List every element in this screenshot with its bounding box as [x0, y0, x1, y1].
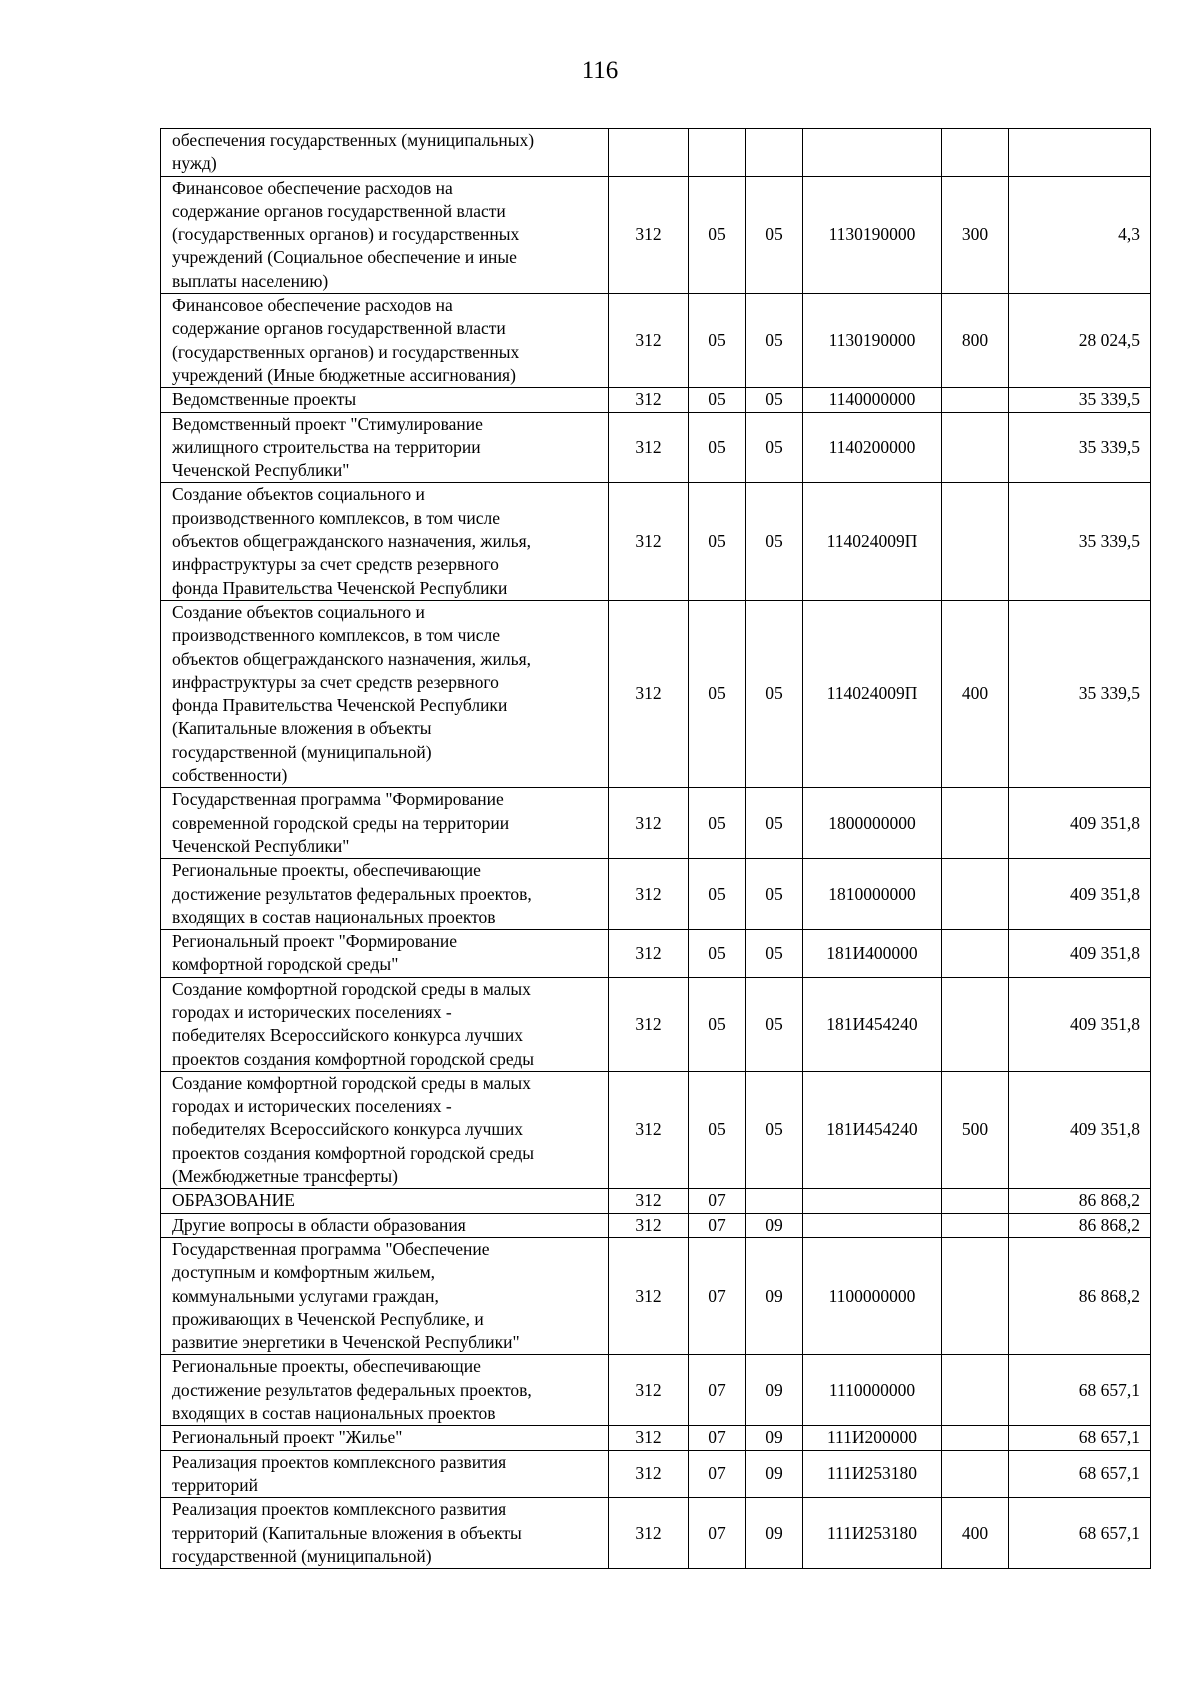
target-article-cell: 1140000000 — [803, 388, 942, 412]
table-row — [161, 1213, 1151, 1237]
amount-cell: 68 657,1 — [1009, 1426, 1151, 1450]
amount-cell: 28 024,5 — [1009, 294, 1151, 388]
expense-type-cell: 400 — [942, 600, 1009, 787]
table-row — [161, 600, 1151, 787]
table-row — [161, 1426, 1151, 1450]
ministry-code-cell: 312 — [609, 483, 689, 600]
item-name-cell: обеспечения государственных (муниципальных) нужд) — [161, 129, 609, 177]
subsection-code-cell: 05 — [746, 1071, 803, 1188]
ministry-code-cell: 312 — [609, 1237, 689, 1354]
target-article-cell: 1110000000 — [803, 1355, 942, 1426]
table-row — [161, 294, 1151, 388]
item-name-cell: Ведомственный проект "Стимулирование жилищного строительства на территории Чеченской Республики" — [161, 412, 609, 483]
amount-cell: 35 339,5 — [1009, 388, 1151, 412]
ministry-code-cell: 312 — [609, 859, 689, 930]
item-name-cell: Создание комфортной городской среды в малых городах и исторических поселениях - победителях Всероссийского конкурса лучших проектов создания комфортной городской среды — [161, 977, 609, 1071]
amount-cell: 409 351,8 — [1009, 859, 1151, 930]
subsection-code-cell: 05 — [746, 388, 803, 412]
table-row — [161, 1237, 1151, 1354]
section-code-cell: 05 — [689, 176, 746, 293]
ministry-code-cell: 312 — [609, 930, 689, 978]
subsection-code-cell: 05 — [746, 859, 803, 930]
amount-cell: 35 339,5 — [1009, 483, 1151, 600]
budget-table — [160, 128, 1151, 1569]
table-row — [161, 412, 1151, 483]
item-name-cell: Региональные проекты, обеспечивающие достижение результатов федеральных проектов, входящих в состав национальных проектов — [161, 1355, 609, 1426]
target-article-cell: 111И253180 — [803, 1498, 942, 1569]
section-code-cell: 05 — [689, 788, 746, 859]
item-name-cell: Финансовое обеспечение расходов на содержание органов государственной власти (государственных органов) и государственных учреждений (Социальное обеспечение и иные выплаты населению) — [161, 176, 609, 293]
amount-cell: 86 868,2 — [1009, 1237, 1151, 1354]
ministry-code-cell: 312 — [609, 294, 689, 388]
amount-cell — [1009, 129, 1151, 177]
expense-type-cell — [942, 1213, 1009, 1237]
section-code-cell: 07 — [689, 1498, 746, 1569]
subsection-code-cell: 09 — [746, 1213, 803, 1237]
section-code-cell: 05 — [689, 600, 746, 787]
expense-type-cell: 800 — [942, 294, 1009, 388]
section-code-cell: 07 — [689, 1355, 746, 1426]
table-row — [161, 129, 1151, 177]
target-article-cell — [803, 129, 942, 177]
item-name-cell: Создание комфортной городской среды в малых городах и исторических поселениях - победителях Всероссийского конкурса лучших проектов создания комфортной городской среды (Межбюджетные трансферты) — [161, 1071, 609, 1188]
ministry-code-cell: 312 — [609, 1355, 689, 1426]
subsection-code-cell: 05 — [746, 600, 803, 787]
budget-table-body — [161, 129, 1151, 1569]
ministry-code-cell: 312 — [609, 1498, 689, 1569]
table-row — [161, 388, 1151, 412]
target-article-cell: 181И454240 — [803, 977, 942, 1071]
expense-type-cell — [942, 1450, 1009, 1498]
expense-type-cell — [942, 388, 1009, 412]
amount-cell: 409 351,8 — [1009, 930, 1151, 978]
target-article-cell: 114024009П — [803, 483, 942, 600]
ministry-code-cell: 312 — [609, 600, 689, 787]
table-row — [161, 1189, 1151, 1213]
expense-type-cell — [942, 788, 1009, 859]
amount-cell: 409 351,8 — [1009, 977, 1151, 1071]
target-article-cell: 1130190000 — [803, 176, 942, 293]
expense-type-cell — [942, 1426, 1009, 1450]
table-row — [161, 788, 1151, 859]
table-row — [161, 859, 1151, 930]
target-article-cell: 1130190000 — [803, 294, 942, 388]
table-row — [161, 176, 1151, 293]
ministry-code-cell: 312 — [609, 388, 689, 412]
subsection-code-cell: 09 — [746, 1426, 803, 1450]
expense-type-cell — [942, 859, 1009, 930]
target-article-cell: 181И400000 — [803, 930, 942, 978]
target-article-cell: 1100000000 — [803, 1237, 942, 1354]
target-article-cell — [803, 1189, 942, 1213]
amount-cell: 35 339,5 — [1009, 600, 1151, 787]
subsection-code-cell — [746, 129, 803, 177]
target-article-cell: 111И253180 — [803, 1450, 942, 1498]
target-article-cell: 181И454240 — [803, 1071, 942, 1188]
section-code-cell: 07 — [689, 1426, 746, 1450]
table-row — [161, 1450, 1151, 1498]
section-code-cell: 07 — [689, 1213, 746, 1237]
table-row — [161, 1071, 1151, 1188]
section-code-cell — [689, 129, 746, 177]
section-code-cell: 07 — [689, 1237, 746, 1354]
ministry-code-cell — [609, 129, 689, 177]
table-row — [161, 1355, 1151, 1426]
section-code-cell: 07 — [689, 1450, 746, 1498]
section-code-cell: 05 — [689, 859, 746, 930]
item-name-cell: Региональные проекты, обеспечивающие достижение результатов федеральных проектов, входящих в состав национальных проектов — [161, 859, 609, 930]
item-name-cell: Реализация проектов комплексного развития территорий (Капитальные вложения в объекты государственной (муниципальной) — [161, 1498, 609, 1569]
section-code-cell: 07 — [689, 1189, 746, 1213]
ministry-code-cell: 312 — [609, 412, 689, 483]
subsection-code-cell: 05 — [746, 483, 803, 600]
subsection-code-cell: 09 — [746, 1498, 803, 1569]
target-article-cell: 1140200000 — [803, 412, 942, 483]
table-row — [161, 483, 1151, 600]
page-number: 116 — [581, 57, 619, 84]
subsection-code-cell: 09 — [746, 1450, 803, 1498]
section-code-cell: 05 — [689, 977, 746, 1071]
amount-cell: 86 868,2 — [1009, 1189, 1151, 1213]
ministry-code-cell: 312 — [609, 1071, 689, 1188]
item-name-cell: Региональный проект "Формирование комфортной городской среды" — [161, 930, 609, 978]
subsection-code-cell — [746, 1189, 803, 1213]
amount-cell: 35 339,5 — [1009, 412, 1151, 483]
section-code-cell: 05 — [689, 388, 746, 412]
amount-cell: 409 351,8 — [1009, 1071, 1151, 1188]
section-code-cell: 05 — [689, 1071, 746, 1188]
table-row — [161, 977, 1151, 1071]
amount-cell: 68 657,1 — [1009, 1498, 1151, 1569]
subsection-code-cell: 05 — [746, 176, 803, 293]
target-article-cell: 111И200000 — [803, 1426, 942, 1450]
expense-type-cell — [942, 412, 1009, 483]
ministry-code-cell: 312 — [609, 1189, 689, 1213]
subsection-code-cell: 05 — [746, 412, 803, 483]
item-name-cell: Государственная программа "Формирование современной городской среды на территории Чеченской Республики" — [161, 788, 609, 859]
subsection-code-cell: 09 — [746, 1237, 803, 1354]
target-article-cell: 1800000000 — [803, 788, 942, 859]
ministry-code-cell: 312 — [609, 788, 689, 859]
target-article-cell: 114024009П — [803, 600, 942, 787]
item-name-cell: Создание объектов социального и производственного комплексов, в том числе объектов общегражданского назначения, жилья, инфраструктуры за счет средств резервного фонда Правительства Чеченской Республики — [161, 483, 609, 600]
subsection-code-cell: 05 — [746, 788, 803, 859]
ministry-code-cell: 312 — [609, 1426, 689, 1450]
item-name-cell: Создание объектов социального и производственного комплексов, в том числе объектов общегражданского назначения, жилья, инфраструктуры за счет средств резервного фонда Правительства Чеченской Республики (Капитальные вложения в объекты государственной (муниципальной) собственности) — [161, 600, 609, 787]
amount-cell: 4,3 — [1009, 176, 1151, 293]
section-code-cell: 05 — [689, 294, 746, 388]
item-name-cell: Другие вопросы в области образования — [161, 1213, 609, 1237]
item-name-cell: Финансовое обеспечение расходов на содержание органов государственной власти (государственных органов) и государственных учреждений (Иные бюджетные ассигнования) — [161, 294, 609, 388]
section-code-cell: 05 — [689, 483, 746, 600]
ministry-code-cell: 312 — [609, 1450, 689, 1498]
subsection-code-cell: 09 — [746, 1355, 803, 1426]
expense-type-cell — [942, 1355, 1009, 1426]
amount-cell: 409 351,8 — [1009, 788, 1151, 859]
section-code-cell: 05 — [689, 930, 746, 978]
item-name-cell: Ведомственные проекты — [161, 388, 609, 412]
table-row — [161, 1498, 1151, 1569]
table-row — [161, 930, 1151, 978]
ministry-code-cell: 312 — [609, 176, 689, 293]
item-name-cell: ОБРАЗОВАНИЕ — [161, 1189, 609, 1213]
item-name-cell: Государственная программа "Обеспечение доступным и комфортным жильем, коммунальными услугами граждан, проживающих в Чеченской Республике, и развитие энергетики в Чеченской Республики" — [161, 1237, 609, 1354]
subsection-code-cell: 05 — [746, 294, 803, 388]
ministry-code-cell: 312 — [609, 977, 689, 1071]
expense-type-cell — [942, 930, 1009, 978]
expense-type-cell: 300 — [942, 176, 1009, 293]
expense-type-cell: 500 — [942, 1071, 1009, 1188]
subsection-code-cell: 05 — [746, 977, 803, 1071]
expense-type-cell — [942, 1189, 1009, 1213]
target-article-cell: 1810000000 — [803, 859, 942, 930]
expense-type-cell — [942, 129, 1009, 177]
expense-type-cell — [942, 483, 1009, 600]
expense-type-cell: 400 — [942, 1498, 1009, 1569]
target-article-cell — [803, 1213, 942, 1237]
expense-type-cell — [942, 977, 1009, 1071]
ministry-code-cell: 312 — [609, 1213, 689, 1237]
expense-type-cell — [942, 1237, 1009, 1354]
section-code-cell: 05 — [689, 412, 746, 483]
item-name-cell: Реализация проектов комплексного развития территорий — [161, 1450, 609, 1498]
amount-cell: 68 657,1 — [1009, 1355, 1151, 1426]
amount-cell: 86 868,2 — [1009, 1213, 1151, 1237]
amount-cell: 68 657,1 — [1009, 1450, 1151, 1498]
item-name-cell: Региональный проект "Жилье" — [161, 1426, 609, 1450]
subsection-code-cell: 05 — [746, 930, 803, 978]
